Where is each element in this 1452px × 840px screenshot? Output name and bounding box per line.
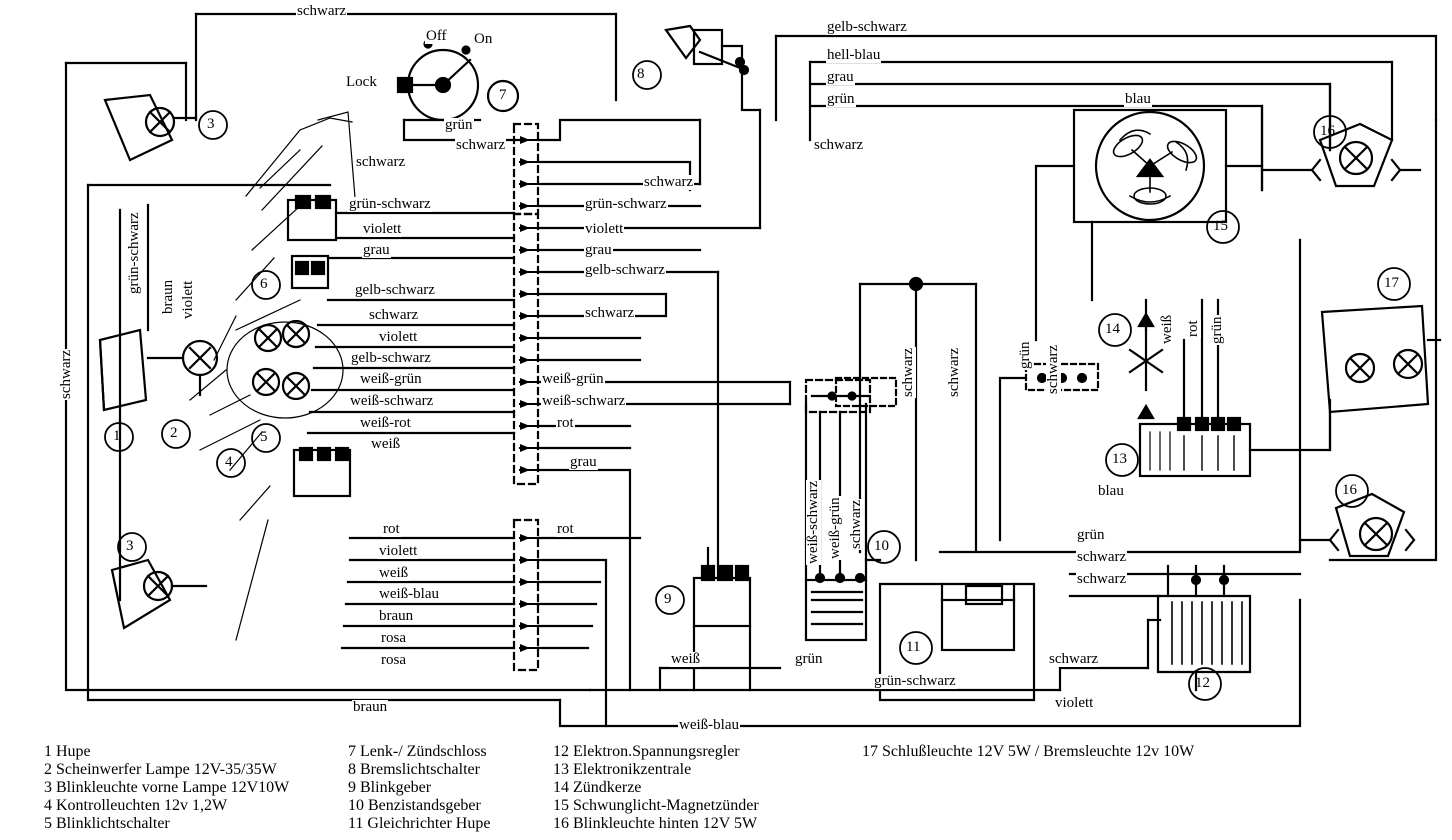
wire-label: rosa (381, 652, 406, 668)
wire-label: weiß-grün (360, 371, 422, 387)
component-ref-13: 13 (1112, 451, 1127, 467)
wire-label-vertical: braun (160, 279, 176, 314)
legend-column-4 (862, 743, 1194, 761)
wire-label-vertical: weiß-grün (827, 497, 843, 559)
legend-item: 5 Blinklichtschalter (44, 815, 170, 832)
wire-label: schwarz (644, 174, 694, 190)
legend-item: 7 Lenk-/ Zündschloss (348, 743, 487, 760)
wire-label: violett (379, 543, 418, 559)
wire-label-vertical: schwarz (946, 347, 962, 397)
component-ref-15: 15 (1213, 218, 1228, 234)
wire-label: grün (795, 651, 823, 667)
wire-label: schwarz (814, 137, 864, 153)
wire-label-vertical: schwarz (900, 347, 916, 397)
legend-item: 1 Hupe (44, 743, 91, 760)
wire-label: rot (557, 415, 574, 431)
wire-label: weiß-grün (542, 371, 604, 387)
legend-item: 15 Schwunglicht-Magnetzünder (553, 797, 759, 814)
component-ref-17: 17 (1384, 275, 1399, 291)
wire-label-vertical: grün (1017, 341, 1033, 369)
wire-label: grün-schwarz (874, 673, 956, 689)
wire-label: schwarz (1077, 571, 1127, 587)
wire-label-vertical: violett (180, 280, 196, 319)
wire-label: grau (585, 242, 612, 258)
wire-label: blau (1125, 91, 1151, 107)
legend-item: 8 Bremslichtschalter (348, 761, 480, 778)
legend-item: 17 Schlußleuchte 12V 5W / Bremsleuchte 12v 10W (862, 743, 1195, 760)
wire-label-vertical: grün-schwarz (126, 212, 142, 294)
wire-label: blau (1098, 483, 1124, 499)
component-ref-2: 2 (170, 425, 178, 441)
wire-label: rosa (381, 630, 406, 646)
wire-label: grau (363, 242, 390, 258)
wire-label: violett (363, 221, 402, 237)
legend-item: 9 Blinkgeber (348, 779, 432, 796)
wire-label: violett (1055, 695, 1094, 711)
wire-label: braun (353, 699, 388, 715)
component-ref-6: 6 (260, 276, 268, 292)
wire-label: weiß (371, 436, 401, 452)
legend-item: 12 Elektron.Spannungsregler (553, 743, 740, 760)
component-ref-3a: 3 (207, 116, 215, 132)
switch-position-lock-label: Lock (346, 74, 377, 90)
wire-label: schwarz (369, 307, 419, 323)
legend-item: 10 Benzistandsgeber (348, 797, 481, 814)
legend-item: 4 Kontrolleuchten 12v 1,2W (44, 797, 228, 814)
component-ref-7: 7 (499, 87, 507, 103)
wire-label: violett (585, 221, 624, 237)
component-ref-3b: 3 (126, 538, 134, 554)
wire-label: violett (379, 329, 418, 345)
switch-position-on-label: On (474, 31, 493, 47)
legend-item: 2 Scheinwerfer Lampe 12V-35/35W (44, 761, 277, 778)
legend-item: 11 Gleichrichter Hupe (348, 815, 491, 832)
wire-label: weiß-blau (379, 586, 439, 602)
wire-label: schwarz (1049, 651, 1099, 667)
legend-item: 16 Blinkleuchte hinten 12V 5W (553, 815, 758, 832)
wire-label-vertical: schwarz (1045, 344, 1061, 394)
wire-label-vertical: schwarz (58, 349, 74, 399)
wire-label: gelb-schwarz (351, 350, 431, 366)
wire-label-vertical: rot (1185, 320, 1201, 337)
component-ref-16a: 16 (1320, 123, 1335, 139)
component-ref-16b: 16 (1342, 482, 1357, 498)
wire-label: grau (827, 69, 854, 85)
component-ref-12: 12 (1195, 675, 1210, 691)
wire-label: schwarz (297, 3, 347, 19)
wire-label: gelb-schwarz (585, 262, 665, 278)
wire-label: grün-schwarz (349, 196, 431, 212)
wire-label: gelb-schwarz (355, 282, 435, 298)
legend-item: 3 Blinkleuchte vorne Lampe 12V10W (44, 779, 290, 796)
wire-label: weiß (671, 651, 701, 667)
wire-label: grün (1077, 527, 1105, 543)
wire-label-vertical: grün (1209, 316, 1225, 344)
wire-label: schwarz (456, 137, 506, 153)
wire-label-vertical: weiß (1159, 314, 1175, 344)
component-ref-1: 1 (113, 428, 121, 444)
wire-label: weiß-blau (679, 717, 739, 733)
component-ref-10: 10 (874, 538, 889, 554)
wire-label: schwarz (356, 154, 406, 170)
wire-label: rot (383, 521, 400, 537)
legend-item: 13 Elektronikzentrale (553, 761, 692, 778)
component-ref-8: 8 (637, 66, 645, 82)
wire-label: grün (827, 91, 855, 107)
wire-label: schwarz (1077, 549, 1127, 565)
wire-label: grau (570, 454, 597, 470)
component-ref-11: 11 (906, 639, 921, 655)
switch-position-off-label: Off (426, 28, 447, 44)
wire-label: braun (379, 608, 414, 624)
wire-label: grün-schwarz (585, 196, 667, 212)
wire-label: hell-blau (827, 47, 881, 63)
wire-label-vertical: weiß-schwarz (805, 480, 821, 564)
wire-label-vertical: schwarz (848, 499, 864, 549)
legend-item: 14 Zündkerze (553, 779, 642, 796)
component-ref-9: 9 (664, 591, 672, 607)
wire-label: gelb-schwarz (827, 19, 907, 35)
wire-label: grün (445, 117, 473, 133)
legend-column-2 (348, 743, 490, 833)
wire-label: weiß-schwarz (542, 393, 626, 409)
wire-label: schwarz (585, 305, 635, 321)
component-ref-5: 5 (260, 429, 268, 445)
component-ref-4: 4 (225, 454, 233, 470)
wire-label: rot (557, 521, 574, 537)
legend-column-1 (44, 743, 289, 833)
component-ref-14: 14 (1105, 321, 1120, 337)
wire-label: weiß-rot (360, 415, 411, 431)
legend-column-3 (553, 743, 759, 833)
wire-label: weiß-schwarz (350, 393, 434, 409)
wire-label: weiß (379, 565, 409, 581)
